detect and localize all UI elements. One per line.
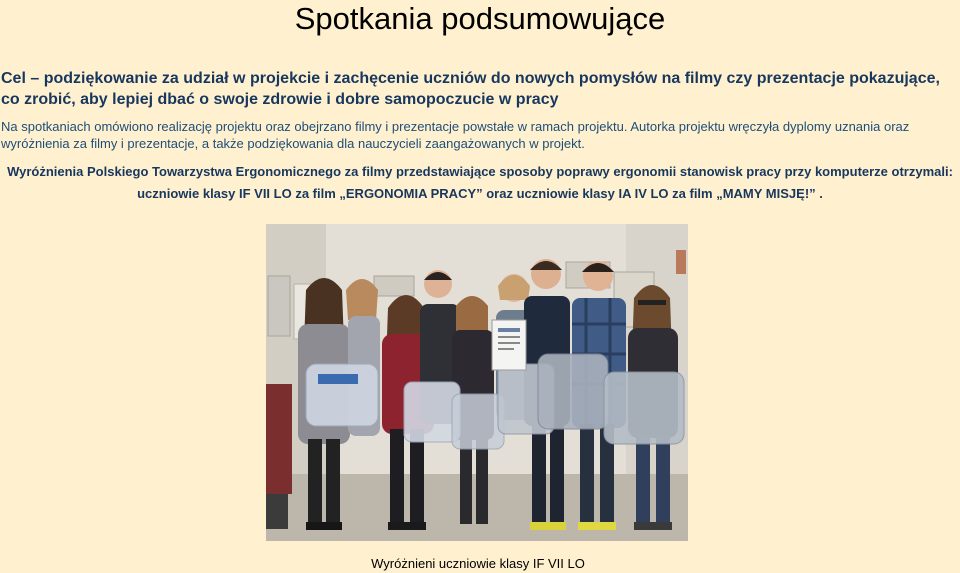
group-photo-illustration bbox=[266, 224, 688, 541]
goal-line-2: co zrobić, aby lepiej dbać o swoje zdrowie i dobre samopoczucie w pracy bbox=[1, 91, 559, 108]
photo-caption: Wyróżnieni uczniowie klasy IF VII LO bbox=[371, 556, 585, 571]
award-line-1: Wyróżnienia Polskiego Towarzystwa Ergonomicznego za filmy przedstawiające sposoby poprawy ergonomii stanowisk pracy przy komputerze otrzymali: bbox=[7, 164, 953, 179]
award-line-2: uczniowie klasy IF VII LO za film „ERGONOMIA PRACY” oraz uczniowie klasy IA IV LO za film „MAMY MISJĘ!” . bbox=[137, 186, 823, 201]
group-photo bbox=[266, 224, 688, 541]
goal-line-1: Cel – podziękowanie za udział w projekcie i zachęcenie uczniów do nowych pomysłów na filmy czy prezentacje pokazujące, bbox=[1, 70, 940, 87]
description-part-2: Autorka projektu wręczyła dyplomy uznania oraz wyróżnienia za filmy i prezentacje, a także podziękowania dla nauczycieli zaangażowanych w projekt. bbox=[1, 119, 910, 151]
description-part-1: Na spotkaniach omówiono realizację projektu oraz obejrzano filmy i prezentacje powstałe w ramach projektu. bbox=[1, 119, 631, 134]
award-info bbox=[0, 161, 960, 205]
goal-statement bbox=[1, 68, 959, 110]
meeting-description bbox=[1, 118, 956, 152]
slide-title: Spotkania podsumowujące bbox=[294, 1, 666, 36]
